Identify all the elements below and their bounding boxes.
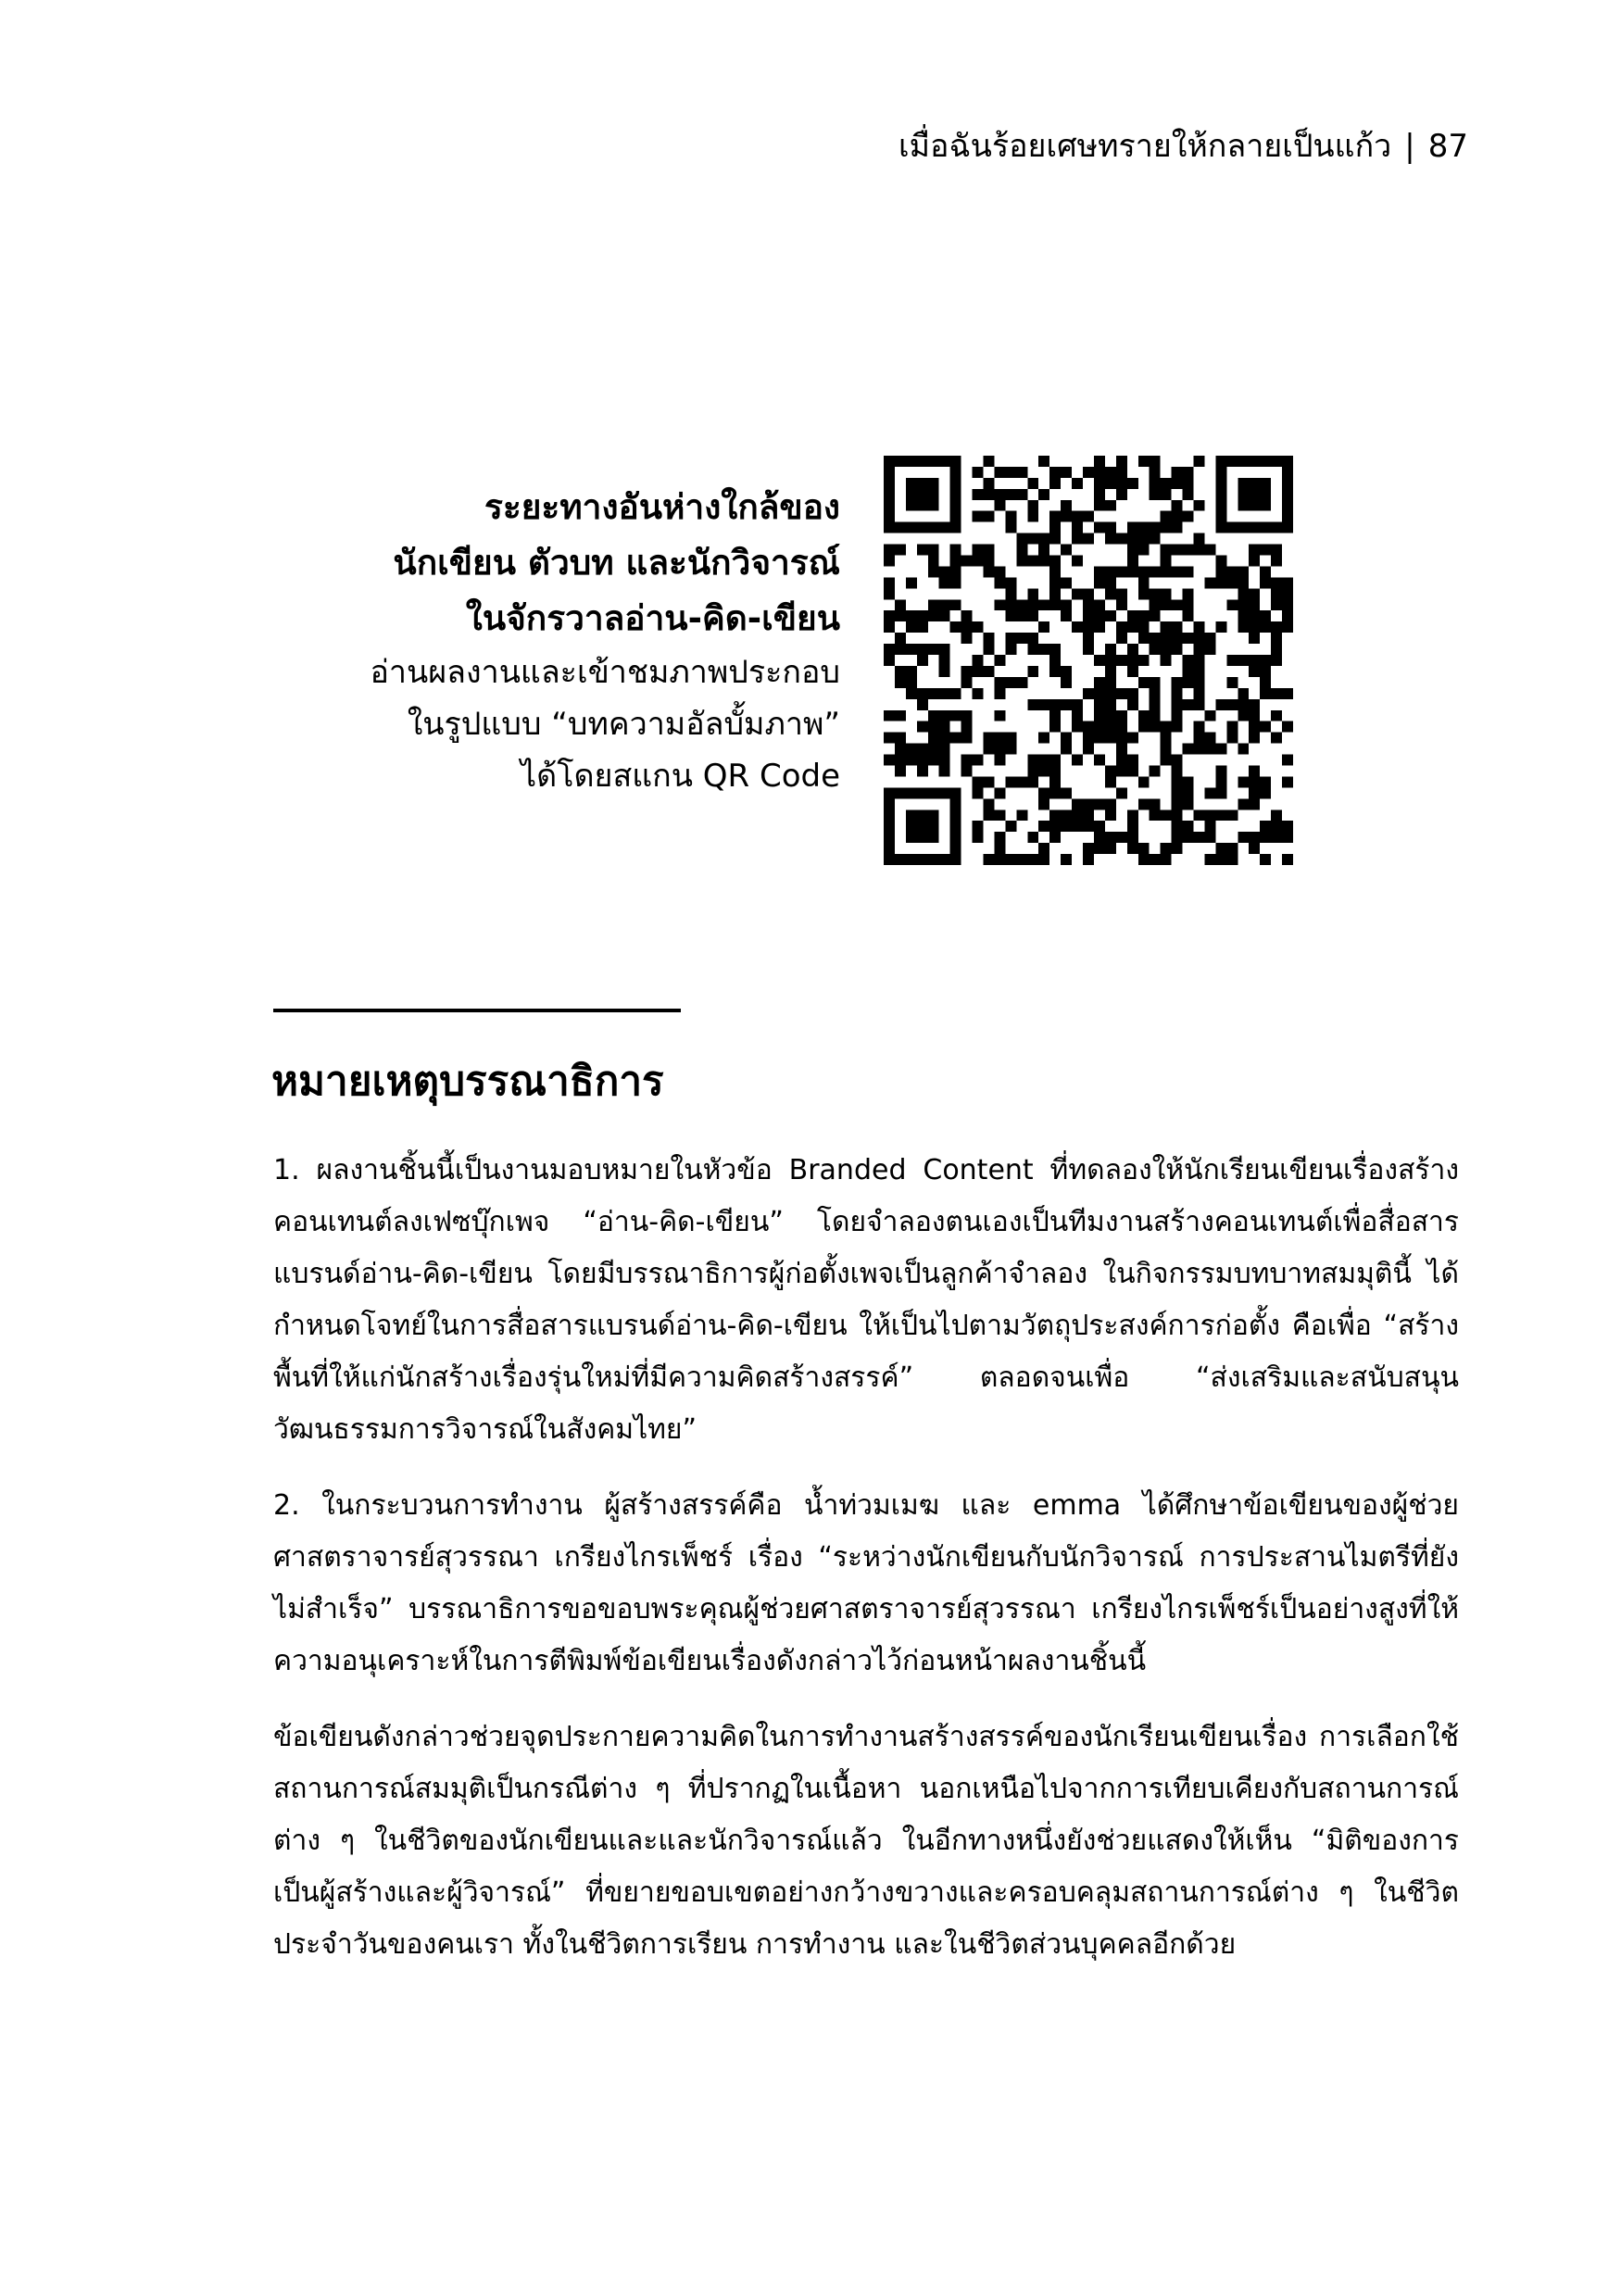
qr-code-graphic bbox=[884, 456, 1293, 865]
qr-description-line: ได้โดยสแกน QR Code bbox=[521, 758, 840, 795]
qr-code-icon[interactable] bbox=[884, 456, 1293, 865]
note-paragraph: 1. ผลงานชิ้นนี้เป็นงานมอบหมายในหัวข้อ Branded Content ที่ทดลองให้นักเรียนเขียนเรื่องสร้างคอนเทนต์ลงเฟซบุ๊กเพจ “อ่าน-คิด-เขียน” โดยจำลองตนเองเป็นทีมงานสร้างคอนเทนต์เพื่อสื่อสารแบรนด์อ่าน-คิด-เขียน โดยมีบรรณาธิการผู้ก่อตั้งเพจเป็นลูกค้าจำลอง ในกิจกรรมบทบาทสมมุตินี้ ได้กำหนดโจทย์ในการสื่อสารแบรนด์อ่าน-คิด-เขียน ให้เป็นไปตามวัตถุประสงค์การก่อตั้ง คือเพื่อ “สร้างพื้นที่ให้แก่นักสร้างเรื่องรุ่นใหม่ที่มีความคิดสร้างสรรค์” ตลอดจนเพื่อ “ส่งเสริมและสนับสนุนวัฒนธรรมการวิจารณ์ในสังคมไทย” bbox=[273, 1154, 1459, 1446]
qr-title-line: ในจักรวาลอ่าน-คิด-เขียน bbox=[465, 598, 840, 638]
running-title: เมื่อฉันร้อยเศษทรายให้กลายเป็นแก้ว bbox=[898, 128, 1392, 165]
note-paragraph: ข้อเขียนดังกล่าวช่วยจุดประกายความคิดในการทำงานสร้างสรรค์ของนักเรียนเขียนเรื่อง การเลือกใช้สถานการณ์สมมุติเป็นกรณีต่าง ๆ ที่ปรากฏในเนื้อหา นอกเหนือไปจากการเทียบเคียงกับสถานการณ์ต่าง ๆ ในชีวิตของนักเขียนและและนักวิจารณ์แล้ว ในอีกทางหนึ่งยังช่วยแสดงให้เห็น “มิติของการเป็นผู้สร้างและผู้วิจารณ์” ที่ขยายขอบเขตอย่างกว้างขวางและครอบคลุมสถานการณ์ต่าง ๆ ในชีวิตประจำวันของคนเรา ทั้งในชีวิตการเรียน การทำงาน และในชีวิตส่วนบุคคลอีกด้วย bbox=[273, 1721, 1459, 1961]
running-header bbox=[898, 126, 1468, 167]
qr-title-line: ระยะทางอันห่างใกล้ของ bbox=[484, 487, 840, 527]
qr-caption bbox=[247, 480, 840, 802]
header-separator: | bbox=[1404, 128, 1415, 165]
qr-description-line: ในรูปแบบ “บทความอัลบั้มภาพ” bbox=[407, 706, 840, 743]
notes-body bbox=[273, 1145, 1459, 1995]
qr-title-line: นักเขียน ตัวบท และนักวิจารณ์ bbox=[393, 543, 840, 583]
note-paragraph: 2. ในกระบวนการทำงาน ผู้สร้างสรรค์คือ น้ำท่วมเมฆ และ emma ได้ศึกษาข้อเขียนของผู้ช่วยศาสตราจารย์สุวรรณา เกรียงไกรเพ็ชร์ เรื่อง “ระหว่างนักเขียนกับนักวิจารณ์ การประสานไมตรีที่ยังไม่สำเร็จ” บรรณาธิการขอขอบพระคุณผู้ช่วยศาสตราจารย์สุวรรณา เกรียงไกรเพ็ชร์เป็นอย่างสูงที่ให้ความอนุเคราะห์ในการตีพิมพ์ข้อเขียนเรื่องดังกล่าวไว้ก่อนหน้าผลงานชิ้นนี้ bbox=[273, 1489, 1459, 1677]
page-number: 87 bbox=[1427, 128, 1468, 165]
section-divider bbox=[273, 1009, 681, 1012]
notes-heading: หมายเหตุบรรณาธิการ bbox=[271, 1058, 664, 1105]
qr-description-line: อ่านผลงานและเข้าชมภาพประกอบ bbox=[370, 654, 840, 691]
